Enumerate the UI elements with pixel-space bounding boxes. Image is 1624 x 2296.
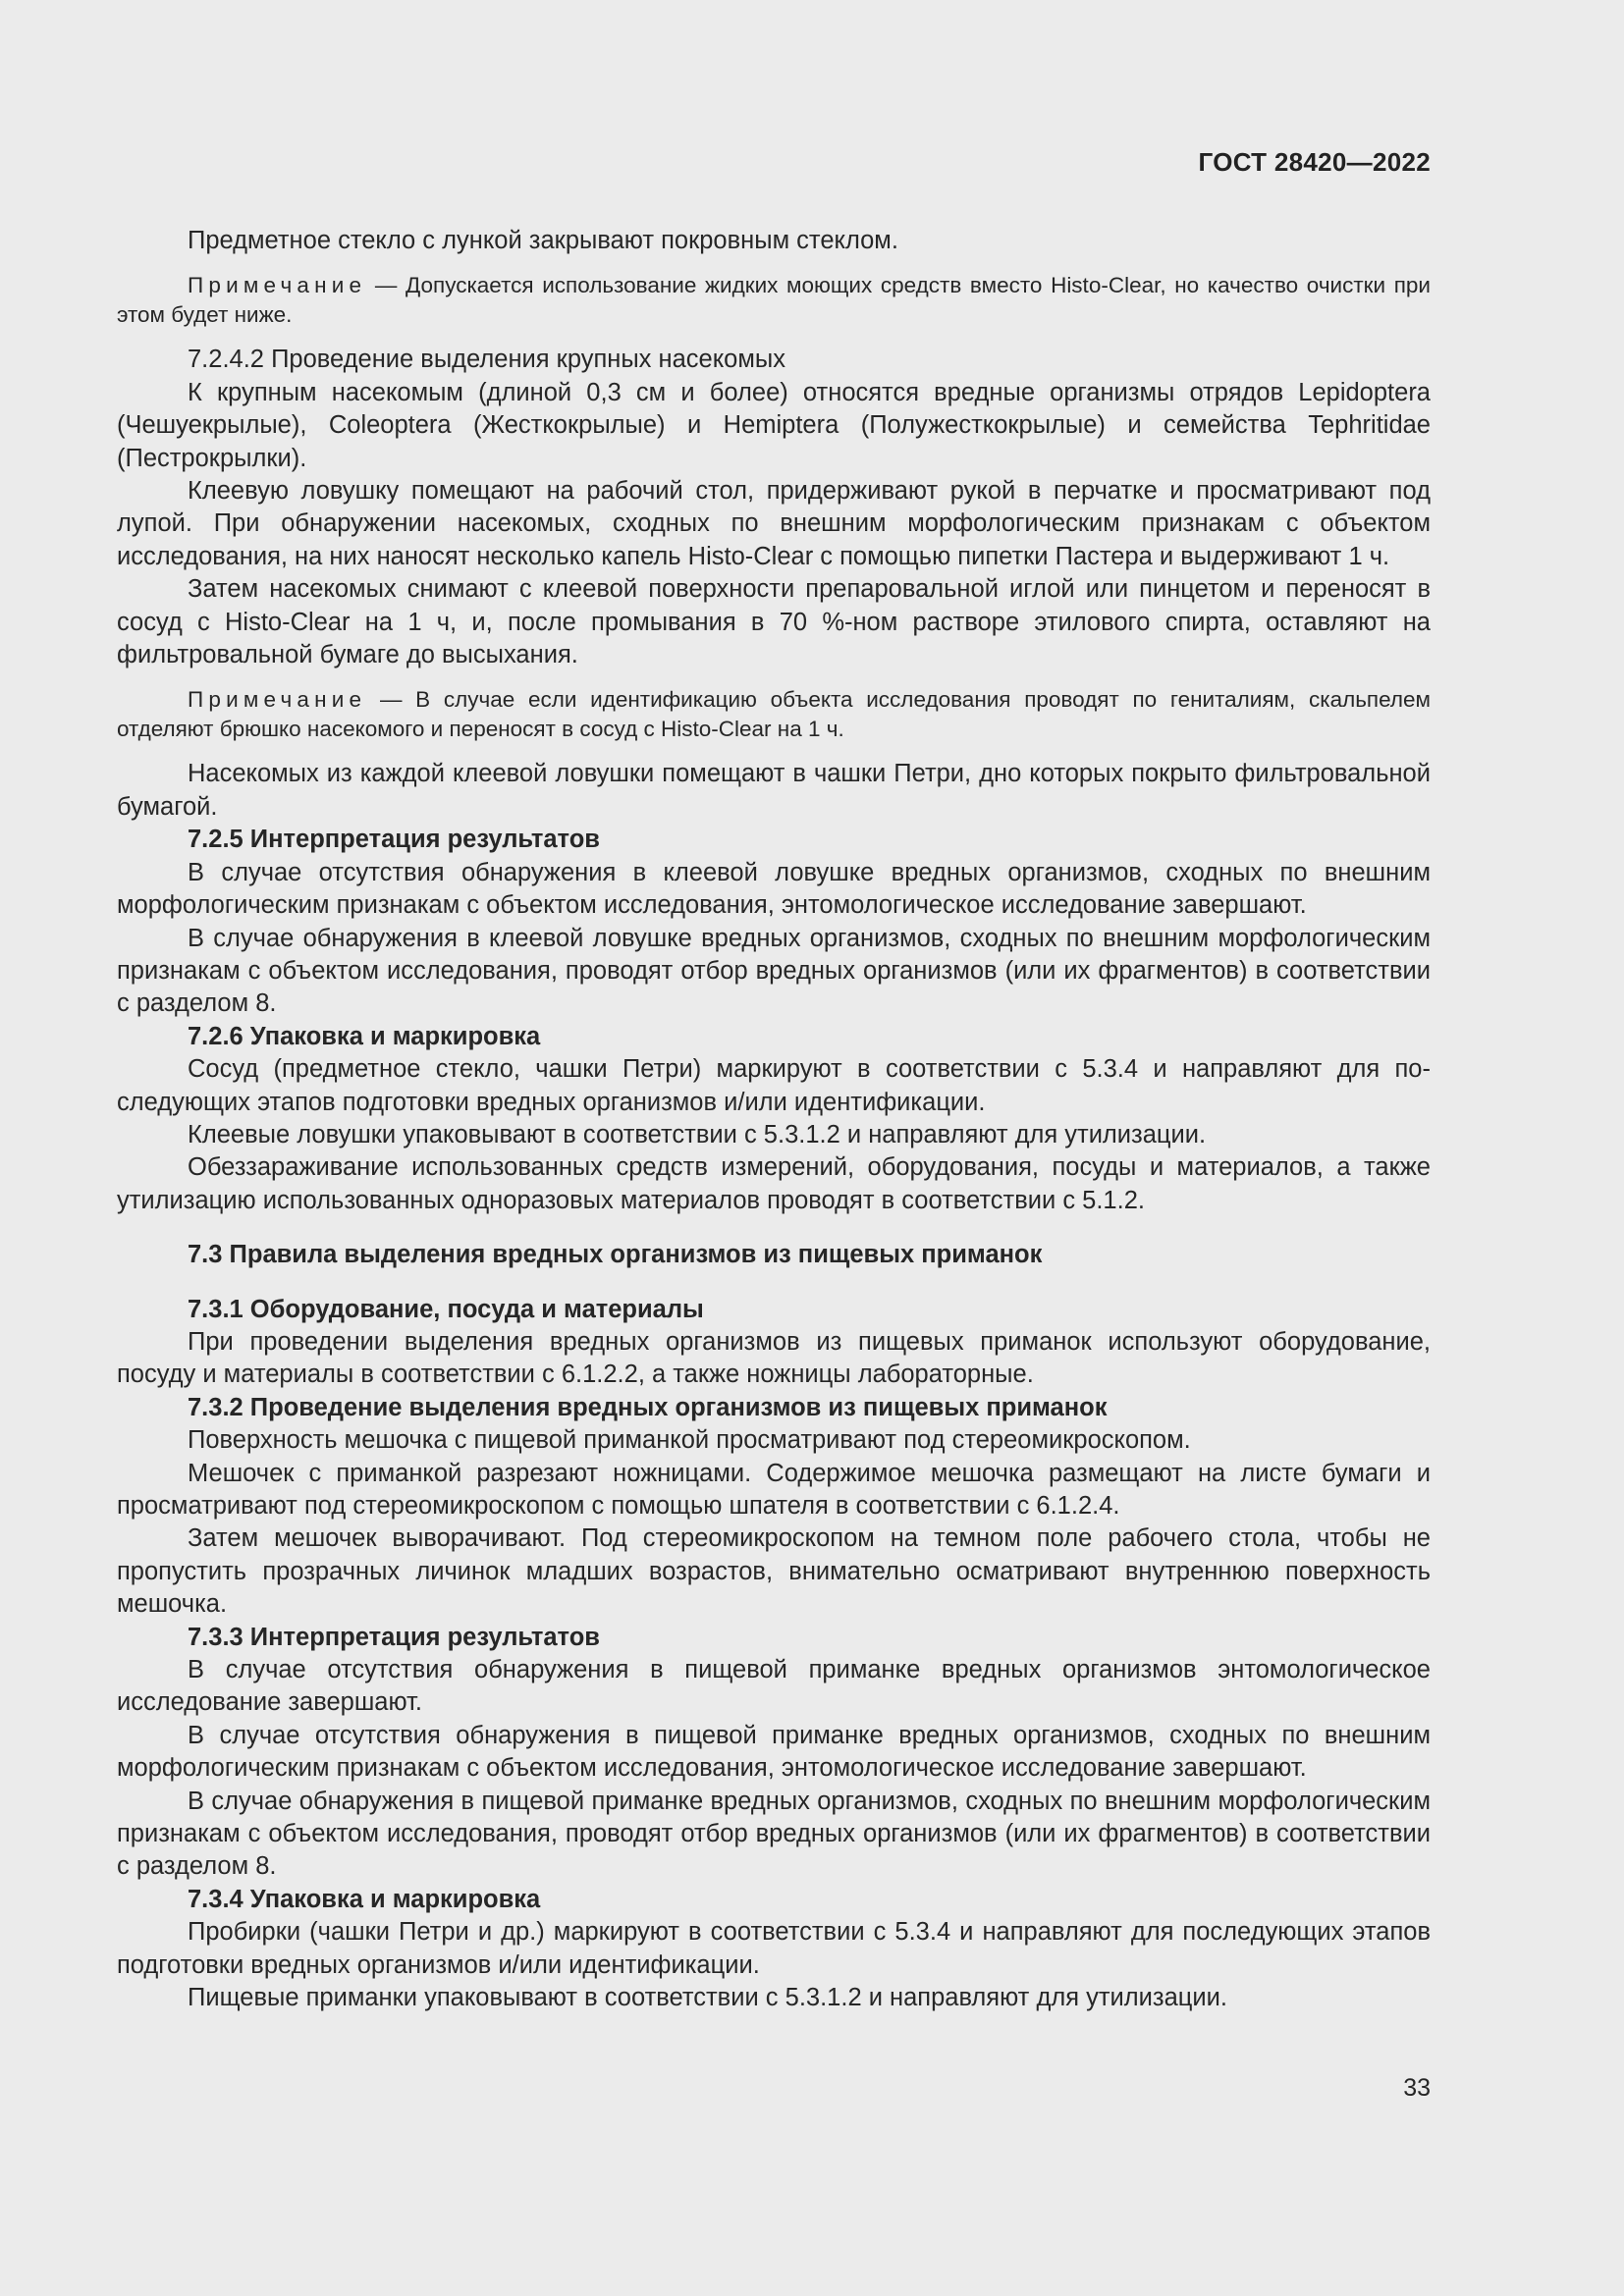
section-heading-7-3-2: 7.3.2 Проведение выделения вредных организмов из пищевых приманок — [188, 1393, 1108, 1421]
section-heading-7-3: 7.3 Правила выделения вредных организмов из пищевых приманок — [188, 1241, 1043, 1269]
paragraph: Затем насекомых снимают с клеевой поверхности препаровальной иглой или пинцетом и переносят в сосуд с Histo-Clear на 1 ч, и, после промывания в 70 %-ном растворе этилового спирта, оставляют на фильтровальной бумаге до высыхания. — [117, 575, 1431, 669]
paragraph: В случае обнаружения в клеевой ловушке вредных организмов, сходных по внешним морфологическим признакам с объектом исследования, проводят отбор вредных организмов (или их фрагментов) в соответствии с разделом 8. — [117, 924, 1431, 1018]
note — [117, 271, 1431, 330]
paragraph: В случае отсутствия обнаружения в клеевой ловушке вредных организмов, сходных по внешним морфологическим признакам с объектом исследования, энтомологическое исследование завершают. — [117, 858, 1431, 920]
paragraph: Насекомых из каждой клеевой ловушки помещают в чашки Петри, дно которых покрыто фильтровальной бумагой. — [117, 760, 1431, 821]
paragraph: Затем мешочек выворачивают. Под стереомикроскопом на темном поле рабочего стола, чтобы не пропустить прозрачных личинок младших возрастов, внимательно осматривают внутреннюю поверхность мешочка. — [117, 1524, 1431, 1619]
paragraph: В случае отсутствия обнаружения в пищевой приманке вредных организмов энтомологическое исследование завершают. — [117, 1656, 1431, 1717]
section-heading-7-2-6: 7.2.6 Упаковка и маркировка — [188, 1022, 541, 1050]
note-text: — Допускается использование жидких моющих средств вместо Histo-Clear, но качество очистки при этом будет ниже. — [117, 273, 1431, 328]
section-heading-7-3-4: 7.3.4 Упаковка и маркировка — [188, 1885, 541, 1913]
paragraph: Клеевую ловушку помещают на рабочий стол, придерживают рукой в перчатке и просматривают под лупой. При обнаружении насекомых, сходных по внешним морфологическим признакам с объектом исследования, на них наносят несколько капель Histo-Clear с помощью пипетки Пастера и выдерживают 1 ч. — [117, 477, 1431, 570]
paragraph: Сосуд (предметное стекло, чашки Петри) маркируют в соответствии с 5.3.4 и направляют для последующих этапов подготовки вредных организмов и/или идентификации. — [117, 1055, 1431, 1116]
note — [117, 685, 1431, 744]
section-heading-7-2-5: 7.2.5 Интерпретация результатов — [188, 826, 600, 854]
section-heading-7-3-3: 7.3.3 Интерпретация результатов — [188, 1623, 600, 1651]
note-label: Примечание — [188, 273, 367, 298]
section-heading-7-3-1: 7.3.1 Оборудование, посуда и материалы — [188, 1295, 704, 1323]
note-label: Примечание — [188, 687, 367, 713]
paragraph: В случае обнаружения в пищевой приманке вредных организмов, сходных по внешним морфологическим признакам с объектом исследования, проводят отбор вредных организмов (или их фрагментов) в соответствии с разделом 8. — [117, 1787, 1431, 1881]
subsection-title: 7.2.4.2 Проведение выделения крупных насекомых — [188, 346, 785, 374]
document-code-header: ГОСТ 28420—2022 — [1198, 147, 1431, 177]
page-body — [117, 225, 1431, 2015]
paragraph: Обеззараживание использованных средств измерений, оборудования, посуды и материалов, а также утилизацию использованных одноразовых материалов проводят в соответствии с 5.1.2. — [117, 1153, 1431, 1214]
paragraph: Мешочек с приманкой разрезают ножницами. Содержимое мешочка размещают на листе бумаги и просматривают под стереомикроскопом с помощью шпателя в соответствии с 6.1.2.4. — [117, 1459, 1431, 1520]
page-number: 33 — [1403, 2074, 1431, 2102]
paragraph: Клеевые ловушки упаковывают в соответствии с 5.3.1.2 и направляют для утилизации. — [188, 1120, 1207, 1148]
note-text: — В случае если идентификацию объекта исследования проводят по гениталиям, скальпелем отделяют брюшко насекомого и переносят в сосуд с Histo-Clear на 1 ч. — [117, 687, 1431, 742]
paragraph: Поверхность мешочка с пищевой приманкой просматривают под стереомикроскопом. — [188, 1426, 1191, 1455]
paragraph: Пищевые приманки упаковывают в соответствии с 5.3.1.2 и направляют для утилизации. — [188, 1984, 1227, 2012]
paragraph: Предметное стекло с лункой закрывают покровным стеклом. — [188, 227, 898, 254]
paragraph: К крупным насекомым (длиной 0,3 см и более) относятся вредные организмы отрядов Lepidoptera (Чешуекрылые), Coleoptera (Жесткокрылые) и Hemiptera (Полужесткокрылые) и семейства Tephritidae (Пестрокрылки). — [117, 378, 1431, 472]
paragraph: Пробирки (чашки Петри и др.) маркируют в соответствии с 5.3.4 и направляют для последующих этапов подготовки вредных организмов и/или идентификации. — [117, 1918, 1431, 1979]
paragraph: В случае отсутствия обнаружения в пищевой приманке вредных организмов, сходных по внешним морфологическим признакам с объектом исследования, энтомологическое исследование завершают. — [117, 1721, 1431, 1783]
paragraph: При проведении выделения вредных организмов из пищевых приманок используют оборудование, посуду и материалы в соответствии с 6.1.2.2, а также ножницы лабораторные. — [117, 1327, 1431, 1389]
